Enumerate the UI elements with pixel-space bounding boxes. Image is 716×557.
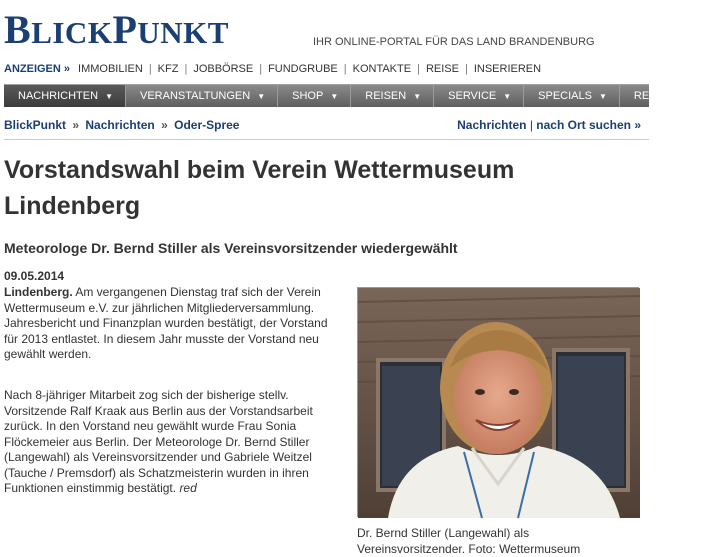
nav-tab-nachrichten[interactable] (4, 85, 126, 107)
logo-letter-b: B (4, 7, 32, 52)
ads-item-kontakte[interactable]: KONTAKTE (352, 63, 412, 75)
nav-tab-label: REPORTAGEN (633, 90, 710, 102)
ads-separator: | (417, 63, 420, 75)
photo-caption: Dr. Bernd Stiller (Langewahl) als Vereinsvorsitzender. Foto: Wettermuseum (357, 526, 581, 556)
ads-separator: | (259, 63, 263, 75)
logo-unkt: UNKT (137, 15, 229, 50)
location-separator: | (529, 118, 533, 132)
ads-item-kfz[interactable]: KFZ (157, 63, 179, 75)
article-place: Lindenberg. (4, 285, 73, 299)
ads-separator: | (343, 63, 347, 75)
nav-tab-veranstaltungen[interactable] (126, 85, 278, 107)
location-link-search[interactable]: nach Ort suchen » (536, 118, 641, 132)
ads-item-reise[interactable]: REISE (425, 63, 459, 75)
article-paragraph-2 (4, 388, 344, 497)
nav-tab-label: SPECIALS (538, 90, 592, 102)
chevron-down-icon: ▼ (330, 91, 339, 101)
breadcrumb-separator: » (72, 118, 80, 132)
nav-tab-reisen[interactable] (351, 85, 434, 107)
ads-item-immobilien[interactable]: IMMOBILIEN (78, 63, 143, 75)
breadcrumb-item-oder-spree[interactable]: Oder-Spree (174, 118, 240, 132)
nav-tab-label: VERANSTALTUNGEN (139, 90, 251, 102)
nav-tab-label: SERVICE (448, 90, 497, 102)
chevron-down-icon: ▼ (598, 91, 607, 101)
location-link-nachrichten[interactable]: Nachrichten (457, 118, 527, 132)
location-links (457, 118, 641, 132)
site-tagline: IHR ONLINE-PORTAL FÜR DAS LAND BRANDENBURG (313, 36, 595, 48)
chevron-down-icon: ▼ (105, 91, 113, 101)
article-paragraph-1-text: Am vergangenen Dienstag traf sich der Verein Wettermuseum e.V. zur jährlichen Mitgliederversammlung. Jahresbericht und Finanzplan wurden bestätigt, der Vorstand für 2013 entlastet. In diesem Jahr musste der Vorstand neu gewählt werden. (4, 285, 328, 361)
logo-lick: LICK (31, 15, 113, 50)
breadcrumb (4, 118, 239, 132)
portrait-image (358, 288, 640, 518)
main-nav (4, 84, 710, 107)
article-photo[interactable] (357, 287, 639, 517)
nav-tab-specials[interactable] (524, 85, 620, 107)
chevron-down-icon: ▼ (257, 91, 266, 101)
article-subtitle: Meteorologe Dr. Bernd Stiller als Vereinsvorsitzender wiedergewählt (4, 240, 458, 256)
ads-bar (4, 63, 541, 75)
nav-tab-service[interactable] (434, 85, 524, 107)
article-date: 09.05.2014 (4, 269, 65, 283)
article-paragraph-2-text: Nach 8-jähriger Mitarbeit zog sich der bisherige stellv. Vorsitzende Ralf Kraak aus Berlin aus der Vorstandsarbeit zurück. In den Vorstand neu gewählt wurde Frau Sonia Flöckemeier aus Berlin. Der Meteorologe Dr. Bernd Stiller (Langewahl) als Vereinsvorsitzender und Gabriele Weitzel (Tauche / Premsdorf) als Schatzmeisterin wurden in ihren Funktionen einstimmig bestätigt. (4, 388, 313, 495)
article-title: Vorstandswahl beim Verein Wettermuseum Lindenberg (4, 156, 515, 220)
nav-tab-label: SHOP (292, 90, 324, 102)
article-paragraph-1 (4, 285, 344, 363)
nav-tab-shop[interactable] (278, 85, 351, 107)
ads-item-inserieren[interactable]: INSERIEREN (473, 63, 542, 75)
ads-item-jobboerse[interactable]: JOBBÖRSE (193, 63, 254, 75)
chevron-down-icon: ▼ (413, 91, 422, 101)
breadcrumb-item-blickpunkt[interactable]: BlickPunkt (4, 118, 67, 132)
ads-item-fundgrube[interactable]: FUNDGRUBE (268, 63, 338, 75)
ads-separator: | (184, 63, 188, 75)
site-logo[interactable] (4, 6, 229, 50)
ads-label: ANZEIGEN » (4, 63, 71, 75)
breadcrumb-item-nachrichten[interactable]: Nachrichten (85, 118, 155, 132)
ads-separator: | (464, 63, 468, 75)
nav-tab-reportagen[interactable] (620, 85, 716, 107)
header-divider (4, 139, 649, 140)
logo-letter-p: P (112, 7, 138, 52)
breadcrumb-separator: » (161, 118, 168, 132)
ads-separator: | (148, 63, 152, 75)
nav-tab-label: NACHRICHTEN (18, 90, 99, 102)
chevron-down-icon: ▼ (503, 91, 512, 101)
article-author: red (179, 481, 197, 495)
nav-tab-label: REISEN (365, 90, 407, 102)
